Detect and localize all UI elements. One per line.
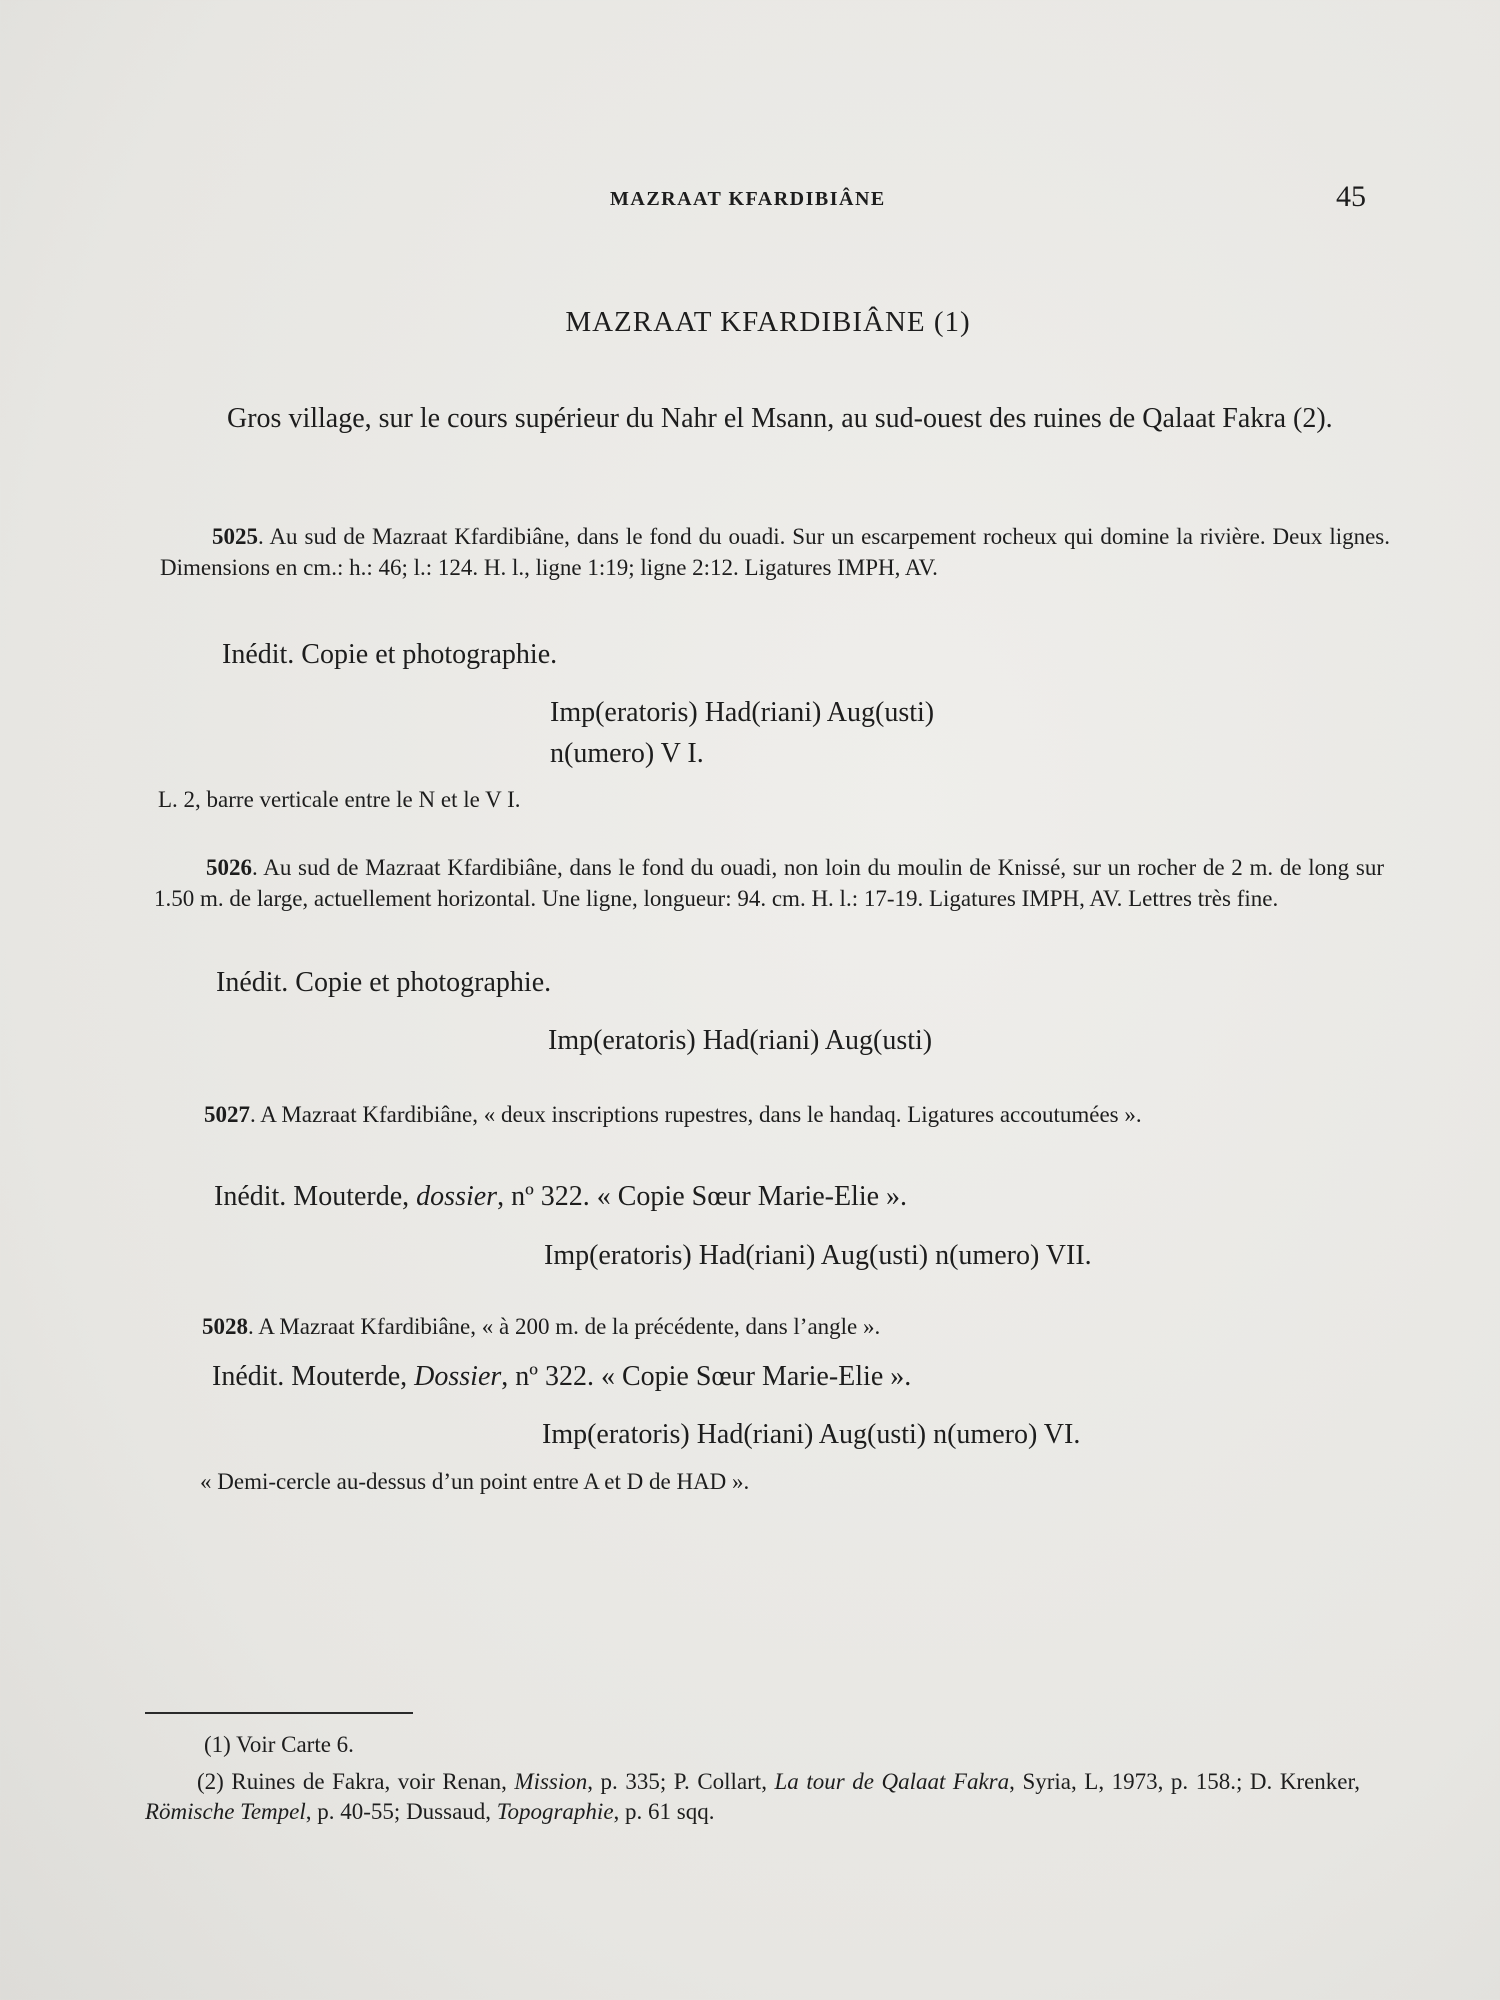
footnote-text: Ruines de Fakra, voir Renan, bbox=[231, 1769, 515, 1794]
footnote-italic: Römische Tempel bbox=[145, 1799, 306, 1824]
inscription-line: Imp(eratoris) Had(riani) Aug(usti) n(umero) VI. bbox=[542, 1419, 1081, 1450]
footnote-marker: (2) bbox=[197, 1769, 224, 1794]
entry-5026-inscription bbox=[548, 1020, 932, 1061]
source-italic: Dossier bbox=[414, 1361, 502, 1392]
footnote-text: Voir Carte 6. bbox=[236, 1732, 354, 1757]
entry-number: 5028 bbox=[202, 1314, 248, 1339]
entry-5025-description: 5025. Au sud de Mazraat Kfardibiâne, dans le fond du ouadi. Sur un escarpement rocheux qui domine la rivière. Deux lignes. Dimensions en cm.: h.: 46; l.: 124. H. l., ligne 1:19; ligne 2:12. Ligatures IMPH, AV. bbox=[160, 524, 1391, 580]
entry-5025-note: L. 2, barre verticale entre le N et le V I. bbox=[158, 787, 521, 812]
entry-5028-source bbox=[212, 1361, 911, 1393]
source-text: Inédit. Mouterde, bbox=[212, 1361, 415, 1392]
entry-5028-inscription bbox=[542, 1414, 1080, 1455]
source-text: Inédit. Mouterde, bbox=[214, 1181, 417, 1212]
inscription-line: n(umero) V I. bbox=[550, 738, 704, 769]
footnote-2 bbox=[145, 1767, 1360, 1827]
inscription-line: Imp(eratoris) Had(riani) Aug(usti) n(umero) VII. bbox=[544, 1240, 1092, 1271]
footnote-text: , p. 61 sqq. bbox=[613, 1799, 715, 1824]
source-italic: dossier bbox=[416, 1181, 498, 1212]
footnote-italic: Mission bbox=[514, 1769, 588, 1794]
entry-5026-description: 5026. Au sud de Mazraat Kfardibiâne, dans le fond du ouadi, non loin du moulin de Knissé, sur un rocher de 2 m. de long sur 1.50 m. de large, actuellement horizontal. Une ligne, longueur: 94. cm. H. l.: 17-19. Ligatures IMPH, AV. Lettres très fine. bbox=[154, 855, 1385, 911]
entry-number: 5027 bbox=[204, 1102, 250, 1127]
footnote-italic: La tour de Qalaat Fakra bbox=[774, 1769, 1010, 1794]
inscription-line: Imp(eratoris) Had(riani) Aug(usti) bbox=[550, 697, 935, 728]
running-head: MAZRAAT KFARDIBIÂNE bbox=[610, 188, 886, 210]
footnote-text: , p. 335; P. Collart, bbox=[587, 1769, 775, 1794]
source-text: , nº 322. « Copie Sœur Marie-Elie ». bbox=[497, 1181, 908, 1212]
entry-5025-inscription bbox=[550, 692, 934, 774]
entry-5027-inscription bbox=[544, 1235, 1092, 1276]
entry-5026-source: Inédit. Copie et photographie. bbox=[216, 967, 552, 998]
entry-text: A Mazraat Kfardibiâne, « deux inscriptions rupestres, dans le handaq. Ligatures accoutumées ». bbox=[260, 1102, 1142, 1127]
footnote-marker: (1) bbox=[204, 1732, 231, 1757]
footnote-text: , Syria, L, 1973, p. 158.; D. Krenker, bbox=[1009, 1769, 1360, 1794]
intro-paragraph: Gros village, sur le cours supérieur du Nahr el Msann, au sud-ouest des ruines de Qalaat Fakra (2). bbox=[227, 403, 1333, 434]
entry-5028-note: « Demi-cercle au-dessus d’un point entre A et D de HAD ». bbox=[200, 1469, 750, 1494]
entry-number: 5026 bbox=[206, 855, 252, 880]
entry-5028-description: 5028. A Mazraat Kfardibiâne, « à 200 m. de la précédente, dans l’angle ». bbox=[202, 1314, 881, 1339]
entry-5027-description: 5027. A Mazraat Kfardibiâne, « deux inscriptions rupestres, dans le handaq. Ligatures accoutumées ». bbox=[204, 1102, 1142, 1127]
footnote-divider bbox=[145, 1712, 413, 1714]
entry-text: Au sud de Mazraat Kfardibiâne, dans le fond du ouadi, non loin du moulin de Knissé, sur un rocher de 2 m. de long sur 1.50 m. de large, actuellement horizontal. Une ligne, longueur: 94. cm. H. l.: 17-19. Ligatures IMPH, AV. Lettres très fine. bbox=[154, 855, 1385, 911]
entry-text: Au sud de Mazraat Kfardibiâne, dans le fond du ouadi. Sur un escarpement rocheux qui domine la rivière. Deux lignes. Dimensions en cm.: h.: 46; l.: 124. H. l., ligne 1:19; ligne 2:12. Ligatures IMPH, AV. bbox=[160, 524, 1391, 580]
inscription-line: Imp(eratoris) Had(riani) Aug(usti) bbox=[548, 1025, 933, 1056]
footnote-1 bbox=[204, 1730, 354, 1760]
entry-5025-source: Inédit. Copie et photographie. bbox=[222, 639, 558, 670]
entry-number: 5025 bbox=[212, 524, 258, 549]
entry-text: A Mazraat Kfardibiâne, « à 200 m. de la précédente, dans l’angle ». bbox=[258, 1314, 881, 1339]
page-number: 45 bbox=[1336, 180, 1366, 213]
source-text: , nº 322. « Copie Sœur Marie-Elie ». bbox=[501, 1361, 912, 1392]
section-title: MAZRAAT KFARDIBIÂNE (1) bbox=[565, 306, 971, 338]
entry-5027-source bbox=[214, 1181, 907, 1213]
footnote-text: , p. 40-55; Dussaud, bbox=[305, 1799, 497, 1824]
footnote-italic: Topographie bbox=[496, 1799, 614, 1824]
